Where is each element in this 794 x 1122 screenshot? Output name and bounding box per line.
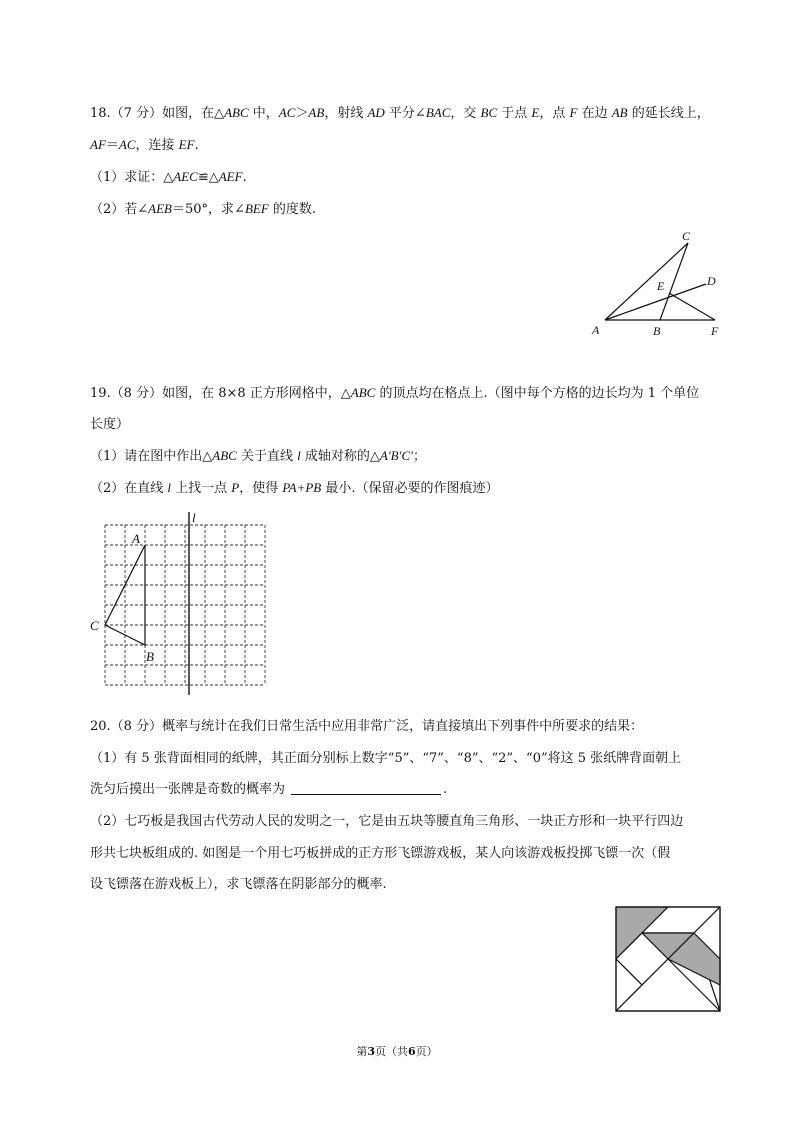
ray-AD bbox=[605, 284, 706, 320]
label-l: l bbox=[192, 510, 196, 525]
page-footer: 第3页（共6页） bbox=[356, 1045, 438, 1058]
label-B: B bbox=[653, 324, 661, 338]
q18-part2: （2）若∠AEB＝50°，求∠BEF 的度数. bbox=[90, 201, 317, 217]
q19-line2: 长度） bbox=[90, 417, 130, 432]
q18-triangle-figure bbox=[585, 226, 735, 341]
label-F: F bbox=[711, 324, 719, 338]
answer-blank[interactable] bbox=[291, 782, 441, 795]
q18-part1: （1）求证：△AEC≌△AEF. bbox=[90, 169, 247, 185]
q19-grid-figure bbox=[88, 508, 273, 698]
q19-part2: （2）在直线 l 上找一点 P，使得 PA+PB 最小.（保留必要的作图痕迹） bbox=[90, 480, 499, 496]
segment-AC bbox=[605, 243, 688, 320]
label-B: B bbox=[146, 649, 154, 664]
label-C: C bbox=[90, 618, 99, 633]
q20-part2-line2: 形共七块板组成的. 如图是一个用七巧板拼成的正方形飞镖游戏板，某人向该游戏板投掷飞镖一次（假 bbox=[90, 846, 671, 861]
q19-part1: （1）请在图中作出△ABC 关于直线 l 成轴对称的△A′B′C′； bbox=[90, 448, 426, 464]
q20-line1: 20.（8 分）概率与统计在我们日常生活中应用非常广泛，请直接填出下列事件中所要求的结果： bbox=[90, 719, 644, 734]
label-A: A bbox=[592, 323, 600, 337]
dashed-grid bbox=[105, 525, 265, 685]
q20-part2-line1: （2）七巧板是我国古代劳动人民的发明之一，它是由五块等腰直角三角形、一块正方形和一块平行四边 bbox=[90, 814, 684, 829]
segment-EF bbox=[669, 293, 715, 320]
q18-line1: 18.（7 分）如图，在△ABC 中，AC＞AB，射线 AD 平分∠BAC，交 BC 于点 E，点 F 在边 AB 的延长线上， bbox=[90, 105, 710, 121]
q18-line2: AF＝AC，连接 EF. bbox=[90, 137, 199, 153]
label-C: C bbox=[682, 229, 691, 243]
q19-line1: 19.（8 分）如图，在 8×8 正方形网格中，△ABC 的顶点均在格点上.（图中每个方格的边长均为 1 个单位 bbox=[90, 385, 700, 401]
label-D: D bbox=[707, 274, 716, 288]
label-E: E bbox=[657, 279, 665, 293]
q20-part2-line3: 设飞镖落在游戏板上），求飞镖落在阴影部分的概率. bbox=[90, 877, 387, 892]
tangram-board-figure bbox=[615, 906, 721, 1012]
label-A: A bbox=[132, 531, 140, 546]
q20-part1-line2: 洗匀后摸出一张牌是奇数的概率为 . bbox=[90, 782, 448, 797]
q20-part1-line1: （1）有 5 张背面相同的纸牌，其正面分别标上数字“5”、“7”、“8”、“2”、“0”将这 5 张纸牌背面朝上 bbox=[90, 751, 682, 766]
